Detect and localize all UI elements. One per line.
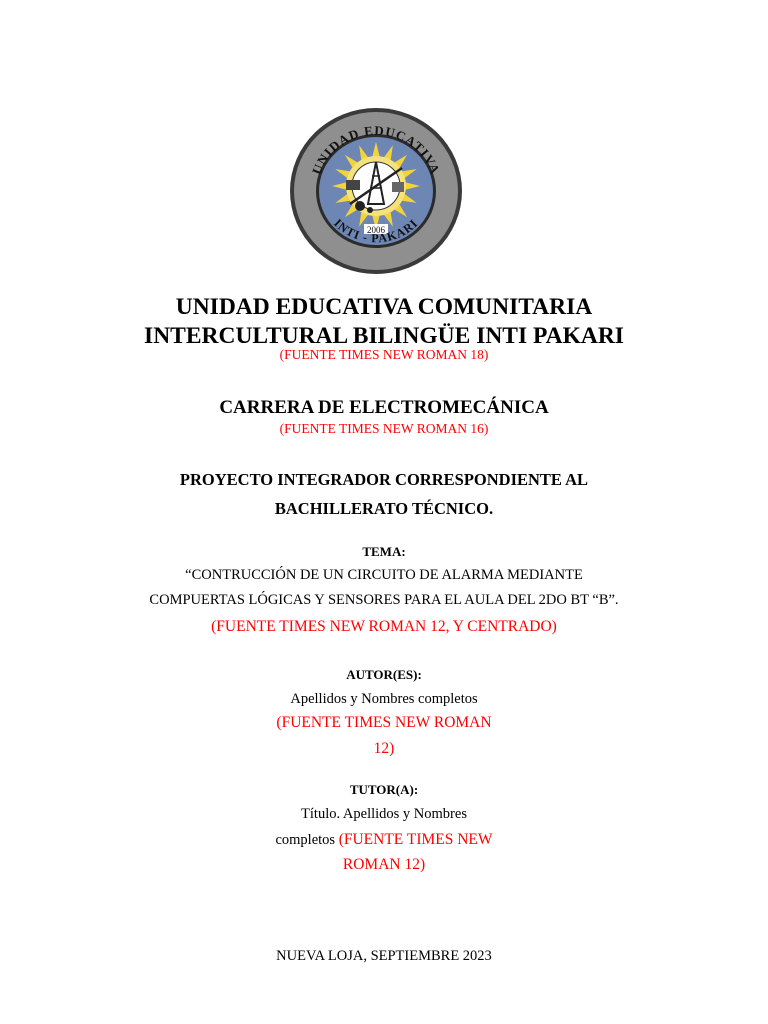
topic-label: TEMA:	[362, 544, 406, 559]
institution-name-line2: INTERCULTURAL BILINGÜE INTI PAKARI	[144, 323, 624, 349]
seal-year: 2006	[367, 225, 385, 235]
tutor-value-line1: Título. Apellidos y Nombres	[301, 806, 467, 822]
tutor-value-line2-wrap	[0, 831, 768, 849]
author-font-note-line2: 12)	[373, 740, 395, 757]
seal-top-text: UNIDAD EDUCATIVA	[308, 122, 444, 177]
topic-line2: COMPUERTAS LÓGICAS Y SENSORES PARA EL AULA DEL 2DO BT “B”.	[149, 592, 619, 608]
author-label: AUTOR(ES):	[346, 667, 422, 682]
tutor-value-line2: completos	[275, 832, 336, 848]
career-title: CARRERA DE ELECTROMECÁNICA	[219, 397, 549, 418]
institution-font-note: (FUENTE TIMES NEW ROMAN 18)	[279, 347, 489, 362]
author-font-note-line1: (FUENTE TIMES NEW ROMAN	[276, 714, 492, 731]
topic-font-note: (FUENTE TIMES NEW ROMAN 12, Y CENTRADO)	[211, 618, 557, 635]
tutor-font-note-line2: (FUENTE TIMES NEW	[338, 831, 493, 848]
author-value: Apellidos y Nombres completos	[290, 691, 478, 707]
project-title-line1: PROYECTO INTEGRADOR CORRESPONDIENTE AL	[179, 470, 589, 489]
tutor-label: TUTOR(A):	[349, 782, 419, 797]
career-font-note: (FUENTE TIMES NEW ROMAN 16)	[279, 421, 489, 436]
topic-line1: “CONTRUCCIÓN DE UN CIRCUITO DE ALARMA MEDIANTE	[185, 567, 583, 583]
school-seal-logo	[288, 106, 464, 276]
seal-bottom-text: INTI - PAKARI	[331, 216, 421, 246]
place-date: NUEVA LOJA, SEPTIEMBRE 2023	[276, 948, 492, 964]
institution-name-line1: UNIDAD EDUCATIVA COMUNITARIA	[175, 294, 593, 320]
tutor-font-note-line3: ROMAN 12)	[342, 856, 426, 873]
project-title-line2: BACHILLERATO TÉCNICO.	[274, 499, 494, 518]
